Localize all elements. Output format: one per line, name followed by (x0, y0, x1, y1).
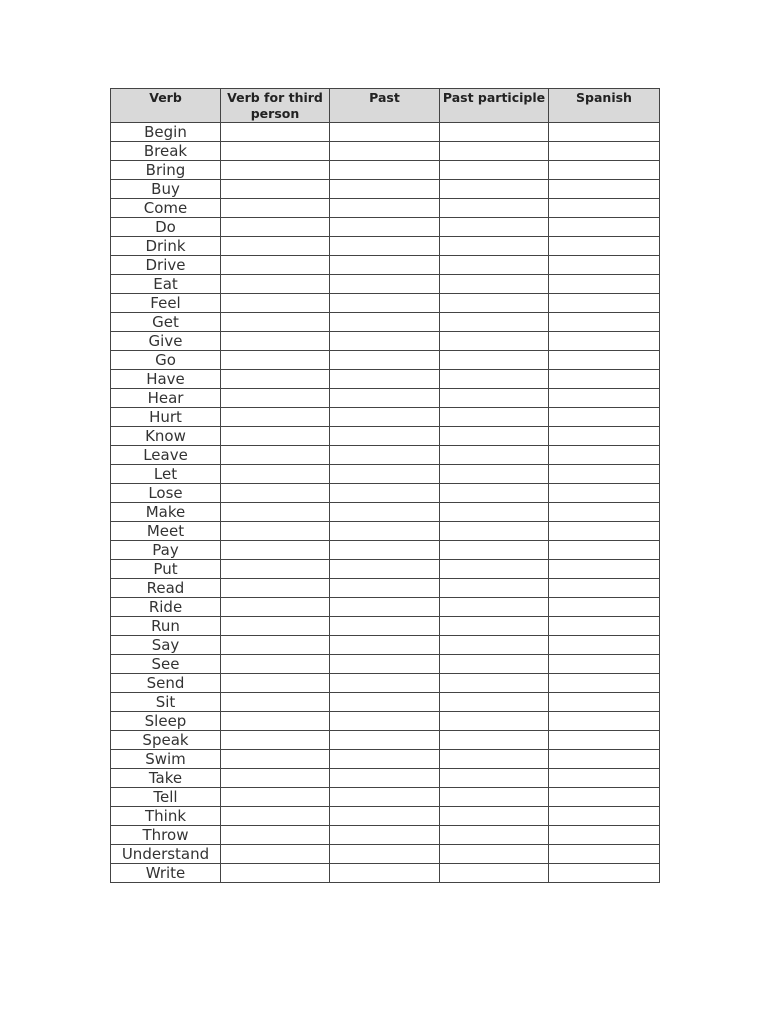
table-row (111, 769, 660, 788)
spanish-cell[interactable] (549, 636, 660, 655)
spanish-cell[interactable] (549, 750, 660, 769)
third-person-cell[interactable] (221, 218, 330, 237)
third-person-cell[interactable] (221, 636, 330, 655)
past-cell[interactable] (330, 788, 440, 807)
table-row (111, 446, 660, 465)
spanish-cell[interactable] (549, 864, 660, 883)
table-row (111, 389, 660, 408)
verb-cell: Understand (111, 845, 221, 864)
verb-cell: Pay (111, 541, 221, 560)
past-participle-cell[interactable] (440, 807, 549, 826)
table-row (111, 332, 660, 351)
past-cell[interactable] (330, 864, 440, 883)
spanish-cell[interactable] (549, 256, 660, 275)
past-cell[interactable] (330, 275, 440, 294)
past-participle-cell[interactable] (440, 370, 549, 389)
past-participle-cell[interactable] (440, 427, 549, 446)
table-row (111, 123, 660, 142)
past-participle-cell[interactable] (440, 579, 549, 598)
third-person-cell[interactable] (221, 142, 330, 161)
table-row (111, 579, 660, 598)
third-person-cell[interactable] (221, 123, 330, 142)
past-cell[interactable] (330, 237, 440, 256)
past-cell[interactable] (330, 845, 440, 864)
third-person-cell[interactable] (221, 427, 330, 446)
table-row (111, 427, 660, 446)
past-cell[interactable] (330, 351, 440, 370)
past-cell[interactable] (330, 712, 440, 731)
verb-cell: Lose (111, 484, 221, 503)
past-participle-cell[interactable] (440, 503, 549, 522)
spanish-cell[interactable] (549, 541, 660, 560)
third-person-cell[interactable] (221, 541, 330, 560)
table-row (111, 560, 660, 579)
past-participle-cell[interactable] (440, 541, 549, 560)
past-participle-cell[interactable] (440, 199, 549, 218)
table-row (111, 237, 660, 256)
past-cell[interactable] (330, 598, 440, 617)
verb-cell: Ride (111, 598, 221, 617)
verb-cell: Have (111, 370, 221, 389)
verb-cell: Come (111, 199, 221, 218)
past-participle-cell[interactable] (440, 598, 549, 617)
third-person-cell[interactable] (221, 598, 330, 617)
verb-cell: Do (111, 218, 221, 237)
past-cell[interactable] (330, 142, 440, 161)
past-cell[interactable] (330, 636, 440, 655)
table-row (111, 503, 660, 522)
third-person-cell[interactable] (221, 826, 330, 845)
past-participle-cell[interactable] (440, 389, 549, 408)
verb-cell: Sleep (111, 712, 221, 731)
past-participle-cell[interactable] (440, 636, 549, 655)
table-row (111, 693, 660, 712)
past-participle-cell[interactable] (440, 522, 549, 541)
past-cell[interactable] (330, 693, 440, 712)
past-cell[interactable] (330, 674, 440, 693)
spanish-cell[interactable] (549, 465, 660, 484)
spanish-cell[interactable] (549, 389, 660, 408)
third-person-cell[interactable] (221, 161, 330, 180)
verb-cell: Swim (111, 750, 221, 769)
table-row (111, 655, 660, 674)
verb-cell: Feel (111, 294, 221, 313)
third-person-cell[interactable] (221, 807, 330, 826)
verb-cell: Leave (111, 446, 221, 465)
verb-cell: Get (111, 313, 221, 332)
table-row (111, 712, 660, 731)
past-participle-cell[interactable] (440, 750, 549, 769)
third-person-cell[interactable] (221, 617, 330, 636)
spanish-cell[interactable] (549, 218, 660, 237)
third-person-cell[interactable] (221, 864, 330, 883)
table-row (111, 161, 660, 180)
past-participle-cell[interactable] (440, 180, 549, 199)
header-row (111, 89, 660, 123)
verb-cell: Write (111, 864, 221, 883)
past-cell[interactable] (330, 484, 440, 503)
past-cell[interactable] (330, 370, 440, 389)
verb-cell: Begin (111, 123, 221, 142)
past-participle-cell[interactable] (440, 788, 549, 807)
verb-cell: Tell (111, 788, 221, 807)
table-row (111, 674, 660, 693)
past-participle-cell[interactable] (440, 560, 549, 579)
table-row (111, 598, 660, 617)
table-row (111, 807, 660, 826)
header-verb: Verb (111, 89, 221, 123)
table-row (111, 408, 660, 427)
past-cell[interactable] (330, 180, 440, 199)
past-cell[interactable] (330, 826, 440, 845)
past-participle-cell[interactable] (440, 294, 549, 313)
third-person-cell[interactable] (221, 446, 330, 465)
third-person-cell[interactable] (221, 199, 330, 218)
third-person-cell[interactable] (221, 370, 330, 389)
header-third-person: Verb for third person (221, 89, 330, 123)
third-person-cell[interactable] (221, 655, 330, 674)
table-row (111, 142, 660, 161)
past-cell[interactable] (330, 427, 440, 446)
past-participle-cell[interactable] (440, 332, 549, 351)
verb-cell: Drive (111, 256, 221, 275)
past-participle-cell[interactable] (440, 313, 549, 332)
header-past-participle: Past participle (440, 89, 549, 123)
past-cell[interactable] (330, 522, 440, 541)
verb-cell: Hurt (111, 408, 221, 427)
third-person-cell[interactable] (221, 674, 330, 693)
past-participle-cell[interactable] (440, 712, 549, 731)
past-cell[interactable] (330, 161, 440, 180)
past-cell[interactable] (330, 560, 440, 579)
spanish-cell[interactable] (549, 845, 660, 864)
third-person-cell[interactable] (221, 484, 330, 503)
third-person-cell[interactable] (221, 560, 330, 579)
spanish-cell[interactable] (549, 332, 660, 351)
spanish-cell[interactable] (549, 408, 660, 427)
past-participle-cell[interactable] (440, 693, 549, 712)
third-person-cell[interactable] (221, 769, 330, 788)
spanish-cell[interactable] (549, 674, 660, 693)
verb-cell: Put (111, 560, 221, 579)
table-row (111, 465, 660, 484)
verb-cell: Give (111, 332, 221, 351)
table-row (111, 826, 660, 845)
table-row (111, 484, 660, 503)
verb-table (110, 88, 660, 883)
verb-cell: See (111, 655, 221, 674)
spanish-cell[interactable] (549, 351, 660, 370)
third-person-cell[interactable] (221, 180, 330, 199)
verb-table-body (111, 123, 660, 883)
past-participle-cell[interactable] (440, 731, 549, 750)
verb-cell: Make (111, 503, 221, 522)
third-person-cell[interactable] (221, 294, 330, 313)
table-row (111, 370, 660, 389)
third-person-cell[interactable] (221, 389, 330, 408)
spanish-cell[interactable] (549, 579, 660, 598)
spanish-cell[interactable] (549, 731, 660, 750)
verb-cell: Hear (111, 389, 221, 408)
verb-cell: Let (111, 465, 221, 484)
third-person-cell[interactable] (221, 845, 330, 864)
past-participle-cell[interactable] (440, 484, 549, 503)
verb-cell: Eat (111, 275, 221, 294)
third-person-cell[interactable] (221, 731, 330, 750)
table-row (111, 731, 660, 750)
past-cell[interactable] (330, 389, 440, 408)
past-cell[interactable] (330, 446, 440, 465)
verb-cell: Sit (111, 693, 221, 712)
spanish-cell[interactable] (549, 275, 660, 294)
past-cell[interactable] (330, 503, 440, 522)
past-cell[interactable] (330, 541, 440, 560)
past-cell[interactable] (330, 332, 440, 351)
verb-cell: Bring (111, 161, 221, 180)
verb-cell: Go (111, 351, 221, 370)
past-participle-cell[interactable] (440, 864, 549, 883)
third-person-cell[interactable] (221, 712, 330, 731)
past-participle-cell[interactable] (440, 142, 549, 161)
past-cell[interactable] (330, 408, 440, 427)
past-cell[interactable] (330, 313, 440, 332)
table-row (111, 864, 660, 883)
spanish-cell[interactable] (549, 712, 660, 731)
spanish-cell[interactable] (549, 313, 660, 332)
spanish-cell[interactable] (549, 123, 660, 142)
worksheet (110, 88, 659, 883)
spanish-cell[interactable] (549, 199, 660, 218)
past-participle-cell[interactable] (440, 275, 549, 294)
third-person-cell[interactable] (221, 275, 330, 294)
spanish-cell[interactable] (549, 598, 660, 617)
spanish-cell[interactable] (549, 503, 660, 522)
spanish-cell[interactable] (549, 370, 660, 389)
spanish-cell[interactable] (549, 693, 660, 712)
spanish-cell[interactable] (549, 826, 660, 845)
table-row (111, 256, 660, 275)
past-participle-cell[interactable] (440, 845, 549, 864)
past-participle-cell[interactable] (440, 218, 549, 237)
third-person-cell[interactable] (221, 693, 330, 712)
past-cell[interactable] (330, 655, 440, 674)
past-participle-cell[interactable] (440, 256, 549, 275)
verb-cell: Meet (111, 522, 221, 541)
past-participle-cell[interactable] (440, 446, 549, 465)
third-person-cell[interactable] (221, 750, 330, 769)
past-participle-cell[interactable] (440, 617, 549, 636)
spanish-cell[interactable] (549, 237, 660, 256)
past-cell[interactable] (330, 807, 440, 826)
third-person-cell[interactable] (221, 313, 330, 332)
spanish-cell[interactable] (549, 617, 660, 636)
spanish-cell[interactable] (549, 769, 660, 788)
table-row (111, 313, 660, 332)
spanish-cell[interactable] (549, 180, 660, 199)
verb-cell: Throw (111, 826, 221, 845)
past-participle-cell[interactable] (440, 408, 549, 427)
spanish-cell[interactable] (549, 484, 660, 503)
table-row (111, 275, 660, 294)
verb-cell: Send (111, 674, 221, 693)
spanish-cell[interactable] (549, 522, 660, 541)
past-cell[interactable] (330, 199, 440, 218)
spanish-cell[interactable] (549, 161, 660, 180)
third-person-cell[interactable] (221, 522, 330, 541)
past-cell[interactable] (330, 617, 440, 636)
past-cell[interactable] (330, 579, 440, 598)
table-row (111, 199, 660, 218)
spanish-cell[interactable] (549, 446, 660, 465)
past-cell[interactable] (330, 123, 440, 142)
third-person-cell[interactable] (221, 237, 330, 256)
verb-cell: Take (111, 769, 221, 788)
spanish-cell[interactable] (549, 788, 660, 807)
verb-cell: Speak (111, 731, 221, 750)
verb-cell: Read (111, 579, 221, 598)
past-cell[interactable] (330, 750, 440, 769)
past-participle-cell[interactable] (440, 465, 549, 484)
third-person-cell[interactable] (221, 579, 330, 598)
past-cell[interactable] (330, 294, 440, 313)
table-row (111, 541, 660, 560)
spanish-cell[interactable] (549, 427, 660, 446)
past-participle-cell[interactable] (440, 123, 549, 142)
spanish-cell[interactable] (549, 807, 660, 826)
verb-cell: Run (111, 617, 221, 636)
third-person-cell[interactable] (221, 256, 330, 275)
verb-cell: Know (111, 427, 221, 446)
past-participle-cell[interactable] (440, 237, 549, 256)
past-participle-cell[interactable] (440, 351, 549, 370)
past-participle-cell[interactable] (440, 161, 549, 180)
past-participle-cell[interactable] (440, 769, 549, 788)
table-row (111, 180, 660, 199)
header-past: Past (330, 89, 440, 123)
table-row (111, 218, 660, 237)
verb-cell: Buy (111, 180, 221, 199)
past-cell[interactable] (330, 256, 440, 275)
spanish-cell[interactable] (549, 560, 660, 579)
header-spanish: Spanish (549, 89, 660, 123)
third-person-cell[interactable] (221, 503, 330, 522)
past-cell[interactable] (330, 769, 440, 788)
third-person-cell[interactable] (221, 465, 330, 484)
third-person-cell[interactable] (221, 332, 330, 351)
past-cell[interactable] (330, 218, 440, 237)
table-row (111, 522, 660, 541)
past-participle-cell[interactable] (440, 674, 549, 693)
table-row (111, 351, 660, 370)
third-person-cell[interactable] (221, 351, 330, 370)
table-row (111, 788, 660, 807)
verb-cell: Drink (111, 237, 221, 256)
verb-cell: Break (111, 142, 221, 161)
past-participle-cell[interactable] (440, 655, 549, 674)
table-row (111, 845, 660, 864)
spanish-cell[interactable] (549, 294, 660, 313)
third-person-cell[interactable] (221, 408, 330, 427)
verb-cell: Say (111, 636, 221, 655)
spanish-cell[interactable] (549, 142, 660, 161)
table-row (111, 294, 660, 313)
past-participle-cell[interactable] (440, 826, 549, 845)
spanish-cell[interactable] (549, 655, 660, 674)
third-person-cell[interactable] (221, 788, 330, 807)
table-row (111, 617, 660, 636)
past-cell[interactable] (330, 465, 440, 484)
table-row (111, 636, 660, 655)
verb-cell: Think (111, 807, 221, 826)
past-cell[interactable] (330, 731, 440, 750)
table-row (111, 750, 660, 769)
